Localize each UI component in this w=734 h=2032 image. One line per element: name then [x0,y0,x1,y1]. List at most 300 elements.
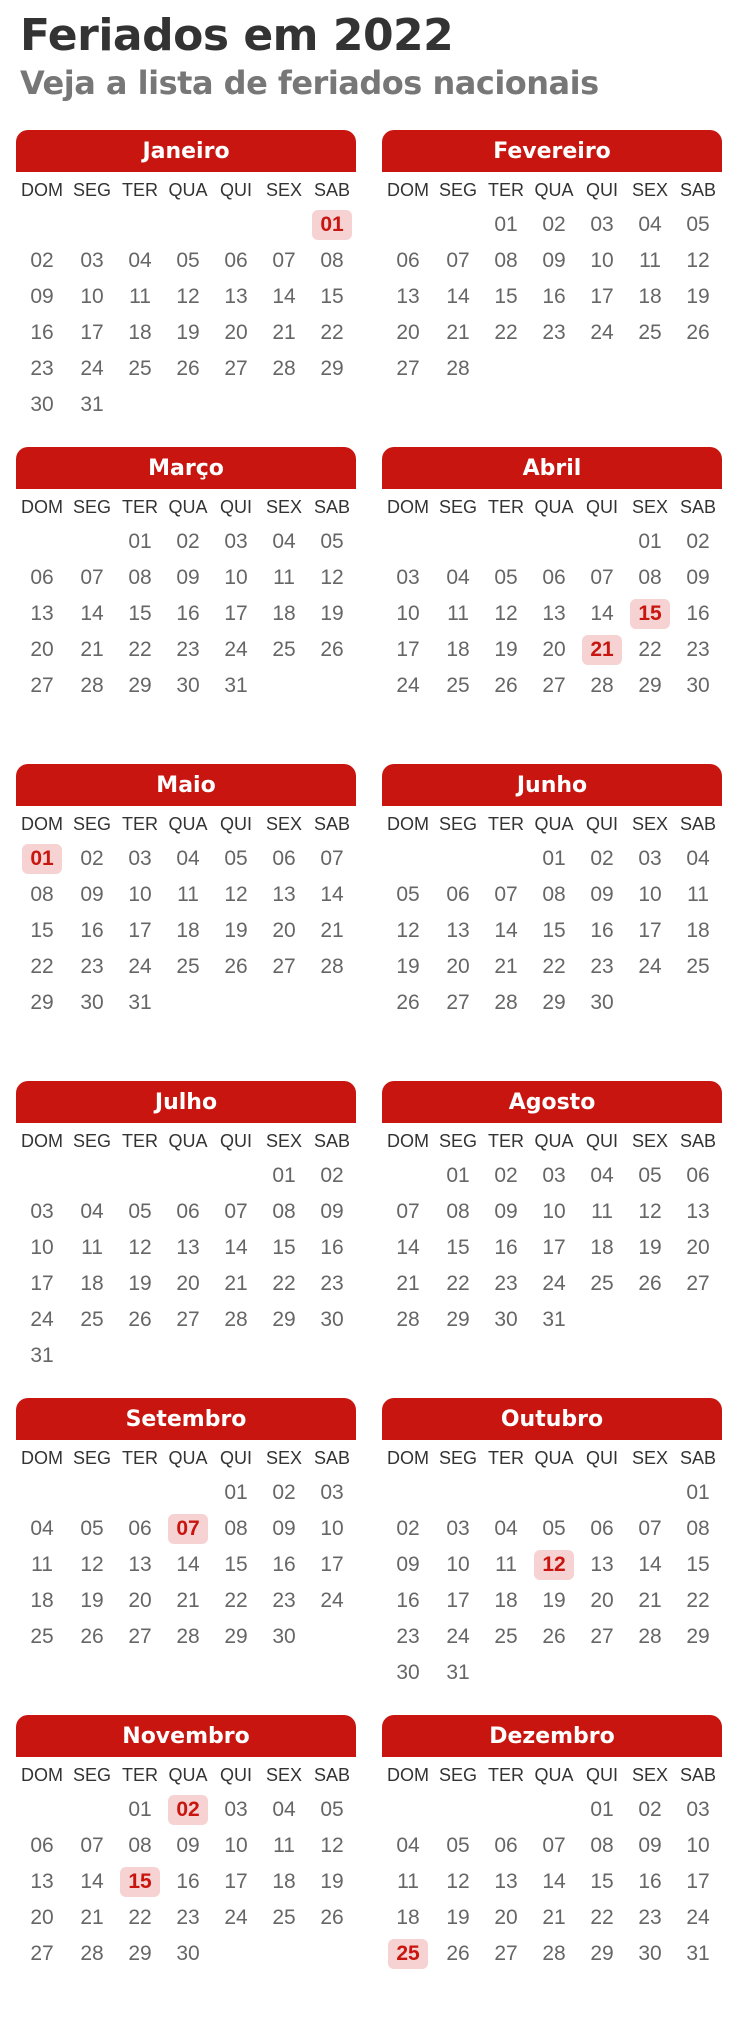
weekday-label: SEG [438,1131,477,1151]
calendar-day: 09 [494,1200,518,1223]
calendar-day: 05 [446,1834,470,1857]
calendar-day: 29 [638,674,662,697]
calendar-day: 11 [177,883,199,906]
holiday-highlight: 07 [168,1514,208,1544]
calendar-day: 02 [176,530,200,553]
calendar-day: 26 [686,321,710,344]
calendar-day: 26 [320,1906,344,1929]
calendar-day: 27 [30,674,54,697]
calendar-day: 25 [590,1272,614,1295]
calendar-day: 04 [494,1517,518,1540]
month-calendar [382,764,722,1081]
calendar-day: 29 [30,991,54,1014]
weekday-label: SEG [72,814,111,834]
calendar-day: 21 [494,955,518,978]
calendar-day: 06 [30,1834,54,1857]
calendar-day: 09 [272,1517,296,1540]
calendar-day: 24 [446,1625,470,1648]
calendar-day: 27 [272,955,296,978]
calendar-day: 10 [80,285,104,308]
days-grid [382,1158,722,1338]
calendar-day: 07 [638,1517,662,1540]
empty-cell [482,841,530,877]
holiday-day [530,1547,578,1583]
weekday-label: TER [488,1131,524,1151]
calendar-day: 28 [446,357,470,380]
calendar-day: 11 [591,1200,613,1223]
calendar-day: 05 [80,1517,104,1540]
calendar-day: 09 [686,566,710,589]
calendar-day: 09 [80,883,104,906]
holiday-highlight: 01 [312,210,352,240]
calendar-day: 27 [30,1942,54,1965]
month-calendar [16,1398,356,1715]
calendar-day: 22 [686,1589,710,1612]
weekday-label: QUI [585,1131,618,1151]
weekday-row [16,814,356,835]
empty-cell [626,1475,674,1511]
empty-cell [434,1792,482,1828]
calendar-day: 27 [128,1625,152,1648]
weekday-label: TER [122,1448,158,1468]
calendar-day: 13 [30,602,54,625]
calendar-day: 29 [320,357,344,380]
calendar-day: 12 [128,1236,152,1259]
calendar-day: 06 [176,1200,200,1223]
weekday-label: SEX [631,180,669,200]
calendar-day: 06 [272,847,296,870]
calendar-day: 05 [396,883,420,906]
calendar-day: 23 [30,357,54,380]
calendar-day: 09 [638,1834,662,1857]
page-subtitle: Veja a lista de feriados nacionais [20,64,599,102]
calendar-day: 24 [590,321,614,344]
calendar-day: 15 [542,919,566,942]
calendar-day: 05 [542,1517,566,1540]
empty-cell [578,524,626,560]
calendar-day: 06 [446,883,470,906]
weekday-row [382,497,722,518]
calendar-day: 03 [224,1798,248,1821]
calendar-day: 08 [446,1200,470,1223]
calendar-day: 20 [686,1236,710,1259]
calendar-day: 26 [396,991,420,1014]
calendar-day: 26 [638,1272,662,1295]
calendar-day: 15 [494,285,518,308]
weekday-label: QUA [534,1765,574,1785]
calendar-day: 17 [590,285,614,308]
calendar-day: 11 [81,1236,103,1259]
calendar-day: 02 [80,847,104,870]
calendar-day: 29 [590,1942,614,1965]
weekday-row [16,180,356,201]
calendar-day: 20 [272,919,296,942]
calendar-day: 20 [494,1906,518,1929]
empty-cell [116,1158,164,1194]
calendar-day: 31 [30,1344,54,1367]
weekday-label: SAB [313,814,351,834]
weekday-label: SEX [265,814,303,834]
calendar-day: 03 [686,1798,710,1821]
calendar-day: 24 [320,1589,344,1612]
calendar-day: 17 [80,321,104,344]
calendar-day: 22 [590,1906,614,1929]
weekday-label: SEX [631,1765,669,1785]
calendar-day: 22 [542,955,566,978]
calendar-day: 29 [128,1942,152,1965]
calendar-day: 10 [638,883,662,906]
calendar-day: 21 [80,1906,104,1929]
calendar-day: 15 [128,602,152,625]
calendar-day: 05 [320,1798,344,1821]
calendar-day: 24 [80,357,104,380]
weekday-label: SEX [631,1448,669,1468]
calendar-day: 24 [396,674,420,697]
calendar-day: 12 [396,919,420,942]
calendar-day: 28 [542,1942,566,1965]
calendar-day: 13 [128,1553,152,1576]
weekday-label: TER [122,180,158,200]
weekday-label: QUI [585,180,618,200]
calendar-day: 16 [30,321,54,344]
calendar-day: 30 [176,1942,200,1965]
weekday-row [16,1765,356,1786]
calendar-day: 06 [396,249,420,272]
weekday-label: QUI [219,1765,252,1785]
calendar-day: 14 [590,602,614,625]
calendar-day: 05 [686,213,710,236]
calendar-day: 11 [273,1834,295,1857]
weekday-label: SEG [438,180,477,200]
calendar-day: 04 [686,847,710,870]
calendar-day: 05 [176,249,200,272]
days-grid [16,207,356,423]
calendar-day: 09 [30,285,54,308]
calendar-day: 06 [494,1834,518,1857]
calendar-day: 01 [128,1798,152,1821]
calendar-day: 25 [494,1625,518,1648]
calendar-day: 14 [320,883,344,906]
calendar-day: 17 [30,1272,54,1295]
month-header: Junho [382,764,722,806]
calendar-day: 04 [590,1164,614,1187]
calendar-day: 28 [320,955,344,978]
calendar-day: 13 [30,1870,54,1893]
calendar-day: 30 [30,393,54,416]
calendar-day: 20 [446,955,470,978]
weekday-row [16,1131,356,1152]
calendar-day: 22 [272,1272,296,1295]
calendar-day: 07 [542,1834,566,1857]
calendar-day: 14 [80,1870,104,1893]
calendar-day: 14 [638,1553,662,1576]
calendar-day: 07 [80,1834,104,1857]
calendar-day: 01 [224,1481,248,1504]
empty-cell [68,524,116,560]
calendar-day: 02 [590,847,614,870]
calendar-day: 03 [128,847,152,870]
calendar-day: 28 [224,1308,248,1331]
holiday-day [578,632,626,668]
calendar-day: 20 [542,638,566,661]
holiday-day [626,596,674,632]
calendar-day: 26 [494,674,518,697]
calendar-day: 25 [686,955,710,978]
calendar-day: 19 [494,638,518,661]
weekday-label: QUI [585,1448,618,1468]
calendar-day: 13 [590,1553,614,1576]
empty-cell [260,207,308,243]
calendar-day: 10 [590,249,614,272]
calendar-day: 30 [272,1625,296,1648]
calendar-day: 14 [542,1870,566,1893]
calendar-day: 12 [320,1834,344,1857]
calendar-day: 16 [396,1589,420,1612]
weekday-label: SEG [72,180,111,200]
calendar-day: 19 [542,1589,566,1612]
calendar-day: 09 [176,1834,200,1857]
empty-cell [530,1792,578,1828]
calendar-day: 09 [176,566,200,589]
calendar-day: 22 [224,1589,248,1612]
calendar-day: 23 [686,638,710,661]
calendar-day: 16 [176,1870,200,1893]
calendar-day: 22 [494,321,518,344]
months-grid [16,130,722,2032]
calendar-day: 13 [272,883,296,906]
calendar-day: 14 [176,1553,200,1576]
calendar-day: 06 [590,1517,614,1540]
empty-cell [68,207,116,243]
calendar-day: 30 [638,1942,662,1965]
weekday-label: SAB [679,1765,717,1785]
calendar-day: 25 [638,321,662,344]
calendar-day: 17 [638,919,662,942]
calendar-day: 15 [30,919,54,942]
empty-cell [578,1475,626,1511]
calendar-day: 28 [494,991,518,1014]
calendar-day: 13 [686,1200,710,1223]
month-header: Dezembro [382,1715,722,1757]
calendar-day: 30 [80,991,104,1014]
calendar-day: 13 [542,602,566,625]
calendar-day: 25 [446,674,470,697]
calendar-day: 29 [128,674,152,697]
calendar-day: 14 [224,1236,248,1259]
empty-cell [434,207,482,243]
calendar-day: 26 [320,638,344,661]
calendar-day: 20 [224,321,248,344]
calendar-day: 06 [30,566,54,589]
weekday-row [382,814,722,835]
weekday-label: TER [122,497,158,517]
calendar-day: 30 [590,991,614,1014]
calendar-day: 28 [80,674,104,697]
calendar-day: 13 [494,1870,518,1893]
empty-cell [434,1475,482,1511]
calendar-day: 16 [494,1236,518,1259]
weekday-label: QUA [168,1131,208,1151]
weekday-label: SEG [438,814,477,834]
calendar-day: 17 [396,638,420,661]
calendar-day: 11 [129,285,151,308]
calendar-day: 22 [30,955,54,978]
calendar-day: 01 [272,1164,296,1187]
empty-cell [382,841,434,877]
calendar-day: 08 [686,1517,710,1540]
calendar-day: 10 [128,883,152,906]
calendar-day: 15 [590,1870,614,1893]
calendar-day: 18 [590,1236,614,1259]
calendar-day: 02 [494,1164,518,1187]
calendar-day: 19 [176,321,200,344]
weekday-row [382,180,722,201]
calendar-day: 28 [176,1625,200,1648]
empty-cell [68,1475,116,1511]
calendar-day: 15 [272,1236,296,1259]
calendar-day: 28 [590,674,614,697]
month-calendar [16,1081,356,1398]
weekday-label: QUA [534,814,574,834]
calendar-day: 14 [396,1236,420,1259]
calendar-day: 10 [542,1200,566,1223]
month-calendar [382,1398,722,1715]
calendar-day: 01 [686,1481,710,1504]
calendar-day: 04 [128,249,152,272]
calendar-day: 10 [30,1236,54,1259]
holiday-day [116,1864,164,1900]
calendar-day: 01 [494,213,518,236]
weekday-label: DOM [387,497,429,517]
calendar-day: 30 [320,1308,344,1331]
calendar-day: 12 [638,1200,662,1223]
holiday-day [164,1511,212,1547]
month-header: Novembro [16,1715,356,1757]
calendar-day: 18 [396,1906,420,1929]
calendar-day: 19 [638,1236,662,1259]
calendar-day: 21 [446,321,470,344]
month-header: Março [16,447,356,489]
calendar-day: 21 [80,638,104,661]
empty-cell [164,207,212,243]
calendar-day: 02 [30,249,54,272]
calendar-day: 05 [128,1200,152,1223]
month-header: Fevereiro [382,130,722,172]
calendar-day: 18 [638,285,662,308]
calendar-day: 02 [396,1517,420,1540]
weekday-label: TER [488,1765,524,1785]
calendar-day: 09 [542,249,566,272]
weekday-label: QUI [585,1765,618,1785]
calendar-day: 31 [80,393,104,416]
calendar-day: 26 [224,955,248,978]
holiday-highlight: 15 [120,1867,160,1897]
month-header: Agosto [382,1081,722,1123]
month-header: Abril [382,447,722,489]
calendar-day: 03 [638,847,662,870]
calendar-day: 29 [224,1625,248,1648]
calendar-day: 20 [396,321,420,344]
calendar-day: 31 [686,1942,710,1965]
calendar-day: 12 [224,883,248,906]
holiday-day [308,207,356,243]
weekday-label: QUI [219,180,252,200]
calendar-day: 28 [638,1625,662,1648]
weekday-label: SEX [265,497,303,517]
holiday-day [382,1936,434,1972]
weekday-label: QUA [534,1448,574,1468]
calendar-day: 10 [320,1517,344,1540]
calendar-day: 19 [446,1906,470,1929]
month-header: Outubro [382,1398,722,1440]
weekday-label: QUI [585,814,618,834]
calendar-day: 16 [80,919,104,942]
calendar-day: 31 [542,1308,566,1331]
weekday-label: SEG [72,1448,111,1468]
calendar-day: 27 [224,357,248,380]
weekday-label: SEX [265,1131,303,1151]
days-grid [382,841,722,1021]
empty-cell [382,1792,434,1828]
calendar-day: 24 [542,1272,566,1295]
weekday-label: DOM [21,814,63,834]
calendar-day: 19 [80,1589,104,1612]
calendar-day: 03 [224,530,248,553]
calendar-day: 31 [224,674,248,697]
calendar-day: 24 [224,638,248,661]
calendar-day: 01 [590,1798,614,1821]
calendar-day: 24 [224,1906,248,1929]
calendar-day: 14 [272,285,296,308]
calendar-day: 08 [494,249,518,272]
empty-cell [68,1158,116,1194]
days-grid [16,1158,356,1374]
calendar-day: 17 [446,1589,470,1612]
month-calendar [382,1081,722,1398]
days-grid [382,524,722,704]
calendar-day: 16 [272,1553,296,1576]
empty-cell [116,207,164,243]
weekday-label: SAB [313,1448,351,1468]
weekday-row [382,1448,722,1469]
weekday-label: DOM [21,1448,63,1468]
holiday-highlight: 15 [630,599,670,629]
calendar-day: 31 [128,991,152,1014]
calendar-day: 19 [320,602,344,625]
calendar-day: 07 [272,249,296,272]
weekday-label: SEG [72,1131,111,1151]
calendar-day: 27 [686,1272,710,1295]
month-header: Janeiro [16,130,356,172]
empty-cell [212,207,260,243]
weekday-label: SEG [72,497,111,517]
calendar-day: 18 [80,1272,104,1295]
empty-cell [116,1475,164,1511]
weekday-label: QUI [585,497,618,517]
empty-cell [16,1158,68,1194]
days-grid [382,1792,722,1972]
empty-cell [530,1475,578,1511]
calendar-day: 09 [590,883,614,906]
calendar-day: 07 [494,883,518,906]
weekday-label: SEG [72,1765,111,1785]
calendar-day: 10 [224,1834,248,1857]
calendar-day: 27 [590,1625,614,1648]
empty-cell [16,1475,68,1511]
calendar-day: 24 [638,955,662,978]
calendar-day: 03 [80,249,104,272]
calendar-day: 24 [30,1308,54,1331]
